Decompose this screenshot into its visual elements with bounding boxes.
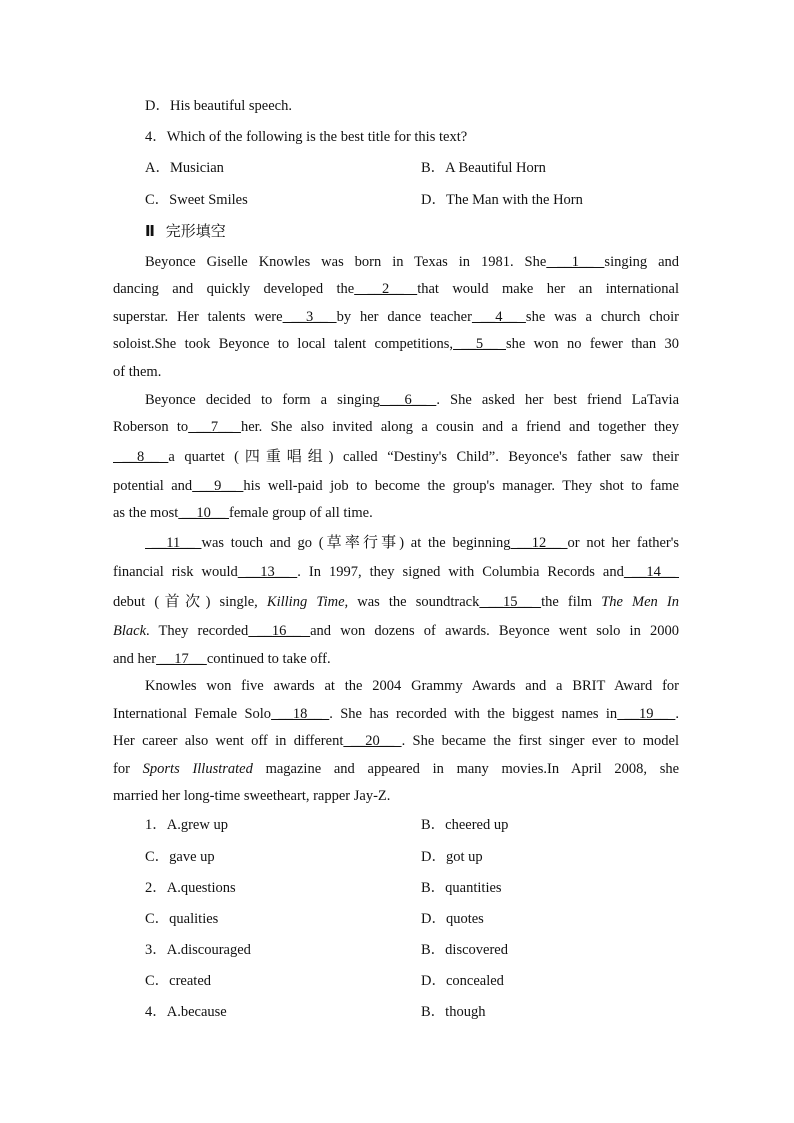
passage-line: debut (首次) single, Killing Time, was the soundtrack __15__ the film The Men In: [113, 592, 679, 610]
passage-line: __8__ a quartet (四重唱组) called “Destiny's Child”. Beyonce's father saw their: [113, 447, 679, 465]
q4-option-c: C．Sweet Smiles: [145, 192, 248, 208]
option-3b: B．discovered: [421, 942, 508, 958]
passage-line: dancing and quickly developed the __2__ that would make her an international: [113, 281, 679, 297]
q4-option-b: B．A Beautiful Horn: [421, 160, 546, 176]
blank-16: __16__: [248, 623, 311, 639]
blank-4: __4__: [471, 309, 526, 325]
passage-line: Knowles won five awards at the 2004 Grammy Awards and a BRIT Award for: [145, 678, 679, 694]
option-2b: B．quantities: [421, 880, 502, 896]
blank-10: __10__: [178, 505, 229, 521]
blank-6: __6__: [379, 392, 437, 408]
option-1b: B．cheered up: [421, 817, 509, 833]
passage-line: __11__ was touch and go (草率行事) at the beginning __12__ or not her father's: [145, 533, 679, 551]
q4-option-d: D．The Man with the Horn: [421, 192, 583, 208]
passage-line: Beyonce Giselle Knowles was born in Texas in 1981. She __1__ singing and: [145, 254, 680, 270]
blank-17: __17__: [156, 651, 207, 667]
option-3a: 3．A.discouraged: [145, 942, 251, 958]
blank-8: __8__: [113, 449, 169, 465]
passage-line: Her career also went off in different __20__ . She became the first singer ever to model: [113, 733, 679, 749]
passage-line: of them.: [113, 364, 162, 380]
option-4a: 4．A.because: [145, 1004, 227, 1020]
passage-line: financial risk would __13__ . In 1997, they signed with Columbia Records and __14__: [113, 564, 680, 580]
blank-11: __11__: [145, 535, 202, 551]
blank-12: __12__: [510, 535, 568, 551]
blank-19: __19__: [617, 706, 676, 722]
q4-stem: 4．Which of the following is the best title for this text?: [145, 129, 468, 145]
passage-line: Black. They recorded __16__ and won dozens of awards. Beyonce went solo in 2000: [113, 623, 680, 639]
passage-line: and her __17__ continued to take off.: [113, 651, 331, 667]
option-1a: 1．A.grew up: [145, 817, 228, 833]
passage-line: Beyonce decided to form a singing __6__ . She asked her best friend LaTavia: [145, 392, 680, 408]
blank-14: __14__: [623, 564, 680, 580]
blank-13: __13__: [237, 564, 298, 580]
blank-9: __9__: [192, 478, 244, 494]
blank-5: __5__: [453, 336, 506, 352]
passage-line: superstar. Her talents were __3__ by her dance teacher __4__ she was a church choir: [113, 309, 679, 325]
q4-option-a: A．Musician: [145, 160, 224, 176]
option-1d: D．got up: [421, 849, 483, 865]
passage-line: married her long-time sweetheart, rapper Jay-Z.: [113, 788, 391, 804]
passage-line: potential and __9__ his well-paid job to become the group's manager. They shot to fame: [113, 478, 679, 494]
passage-line: Roberson to __7__ her. She also invited along a cousin and a friend and together they: [113, 419, 679, 435]
passage-line: International Female Solo __18__ . She has recorded with the biggest names in __19__ .: [113, 706, 680, 722]
section-heading: [145, 221, 226, 242]
q3-option-d: D．His beautiful speech.: [145, 98, 292, 114]
option-3d: D．concealed: [421, 973, 504, 989]
blank-2: __2__: [354, 281, 418, 297]
blank-15: __15__: [479, 594, 542, 610]
option-3c: C．created: [145, 973, 212, 989]
blank-3: __3__: [282, 309, 337, 325]
option-4b: B．though: [421, 1004, 486, 1020]
option-2c: C．qualities: [145, 911, 219, 927]
blank-18: __18__: [271, 706, 330, 722]
section-title: 完形填空: [165, 222, 226, 240]
blank-1: __1__: [546, 254, 605, 270]
blank-20: __20__: [343, 733, 402, 749]
section-numeral: Ⅱ: [145, 222, 155, 240]
option-1c: C．gave up: [145, 849, 215, 865]
option-2a: 2．A.questions: [145, 880, 236, 896]
option-2d: D．quotes: [421, 911, 484, 927]
passage-line: for Sports Illustrated magazine and appeared in many movies.In April 2008, she: [113, 761, 680, 777]
passage-line: as the most __10__ female group of all time.: [113, 505, 373, 521]
blank-7: __7__: [188, 419, 241, 435]
passage-line: soloist.She took Beyonce to local talent competitions, __5__ she won no fewer than 30: [113, 336, 680, 352]
